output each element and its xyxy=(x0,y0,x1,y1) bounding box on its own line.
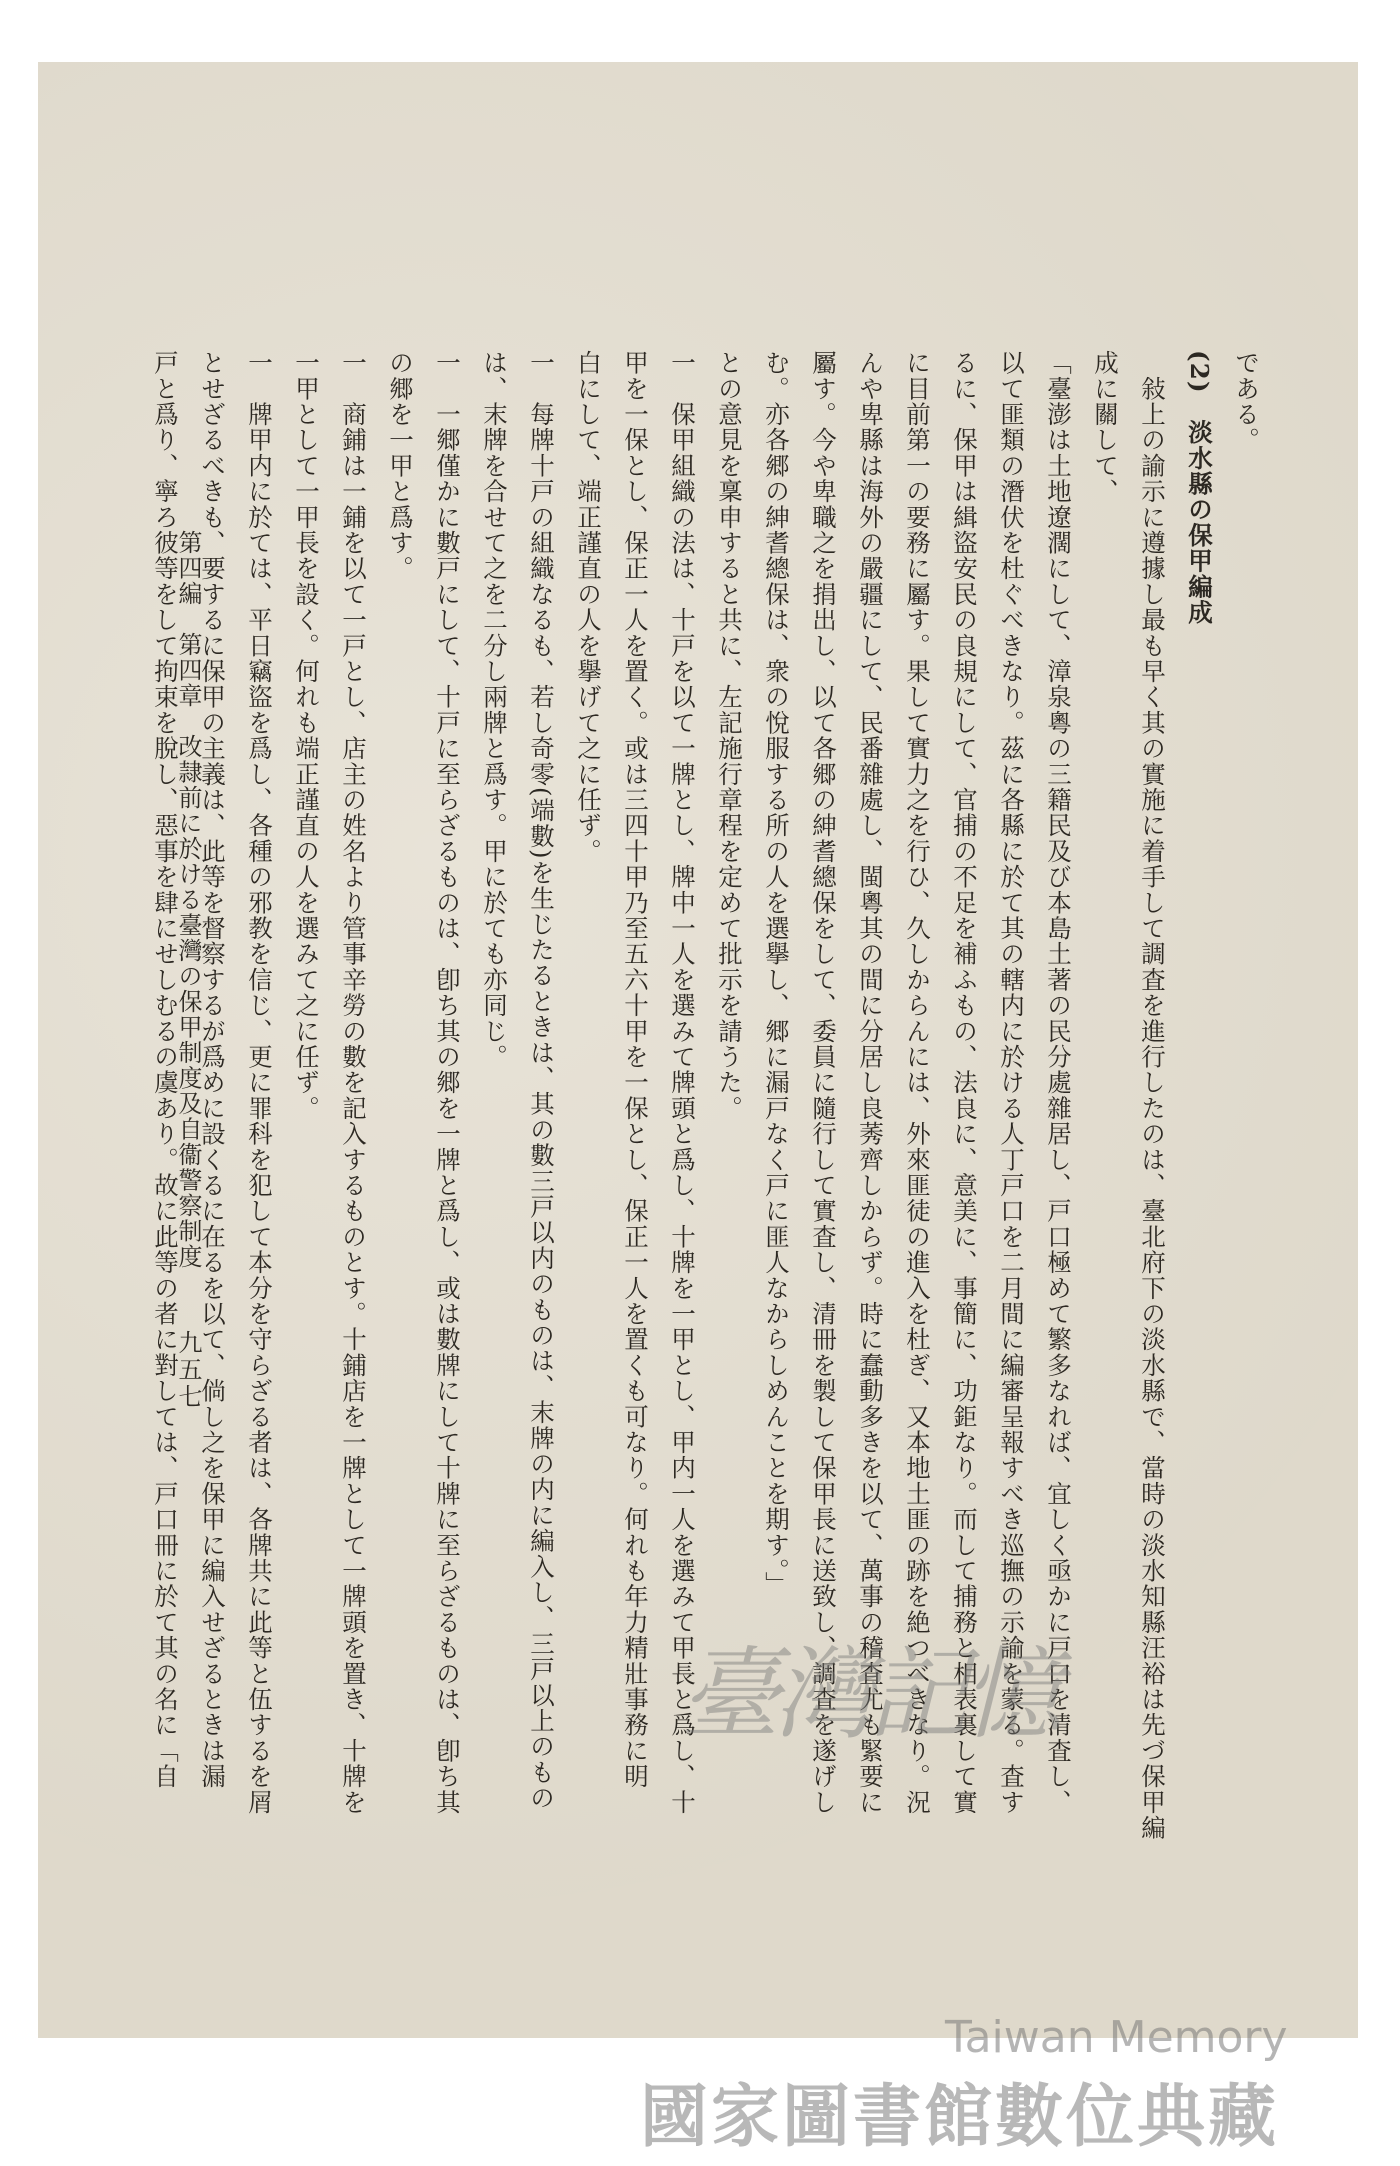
text-line: んや卑縣は海外の嚴疆にして、民番雜處し、閩粵其の間に分居し良莠齊しからず。時に蠢動多きを以て、萬事の稽査尤も緊要に xyxy=(856,350,885,1815)
text-line: 成に關して、 xyxy=(1091,350,1120,505)
text-line: 白にして、端正謹直の人を擧げて之に任ず。 xyxy=(574,350,603,864)
text-line: 一 每牌十戸の組織なるも、若し奇零(端數)を生じたるときは、其の數三戸以内のものは、末牌の内に編入し、三戸以上のもの xyxy=(527,350,556,1811)
page-number: 九五七 xyxy=(174,1330,202,1411)
watermark-english: Taiwan Memory xyxy=(945,2012,1288,2063)
text-line: 一 一郷僅かに數戸にして、十戸に至らざるものは、卽ち其の郷を一牌と爲し、或は數牌にして十牌に至らざるものは、卽ち其 xyxy=(433,350,462,1815)
text-line: 甲を一保とし、保正一人を置く。或は三四十甲乃至五六十甲を一保とし、保正一人を置くも可なり。何れも年力精壯事務に明 xyxy=(621,350,650,1790)
text-line: 戸と爲り、寧ろ彼等をして拘束を脫し、惡事を肆にせしむるの虞あり。故に此等の者に對しては、戸口冊に於て其の名に「自 xyxy=(151,350,180,1790)
text-line: む。亦各郷の紳耆總保は、衆の悅服する所の人を選擧し、郷に漏戸なく戸に匪人なからしめんことを期す。」 xyxy=(762,350,791,1598)
watermark-chinese: 國家圖書館數位典藏 xyxy=(640,2078,1280,2157)
text-line: 「臺澎は土地遼濶にして、漳泉粵の三籍民及び本島土著の民分處雜居し、戸口極めて繁多なれば、宜しく亟かに戸口を清査し、 xyxy=(1044,350,1073,1815)
text-line: 一 商鋪は一鋪を以て一戸とし、店主の姓名より管事辛勞の數を記入するものとす。十鋪店を一牌として一牌頭を置き、十牌を xyxy=(339,350,368,1815)
text-line: に目前第一の要務に屬す。果して實力之を行ひ、久しからんには、外來匪徒の進入を杜ぎ、又本地土匪の跡を絶つべきなり。況 xyxy=(903,350,932,1815)
text-line: 敍上の諭示に遵據し最も早く其の實施に着手して調査を進行したのは、臺北府下の淡水縣で、當時の淡水知縣汪裕は先づ保甲編 xyxy=(1138,350,1167,1841)
text-line: である。 xyxy=(1232,350,1261,453)
text-line: 以て匪類の潛伏を杜ぐべきなり。茲に各縣に於て其の轄内に於ける人丁戸口を二月間に編審呈報すべき巡撫の示諭を蒙る。査す xyxy=(997,350,1026,1815)
text-line: 一 保甲組織の法は、十戸を以て一牌とし、牌中一人を選みて牌頭と爲し、十牌を一甲とし、甲内一人を選みて甲長と爲し、十 xyxy=(668,350,697,1815)
text-line: とせざるべきも、要するに保甲の主義は、此等を督察するが爲めに設くるに在るを以て、倘し之を保甲に編入せざるときは漏 xyxy=(198,350,227,1790)
text-line: は、末牌を合せて之を二分し兩牌と爲す。甲に於ても亦同じ。 xyxy=(480,350,509,1070)
watermark-logo-text: 臺灣記憶 xyxy=(680,1636,1056,1753)
text-line: るに、保甲は緝盜安民の良規にして、官捕の不足を補ふもの、法良に、意美に、事簡に、功鉅なり。而して捕務と相表裏して實 xyxy=(950,350,979,1815)
text-line: の郷を一甲と爲す。 xyxy=(386,350,415,582)
text-line: 一 牌甲内に於ては、平日竊盜を爲し、各種の邪教を信じ、更に罪科を犯して本分を守らざる者は、各牌共に此等と伍するを屑 xyxy=(245,350,274,1815)
running-title: 第四編 第四章 改隷前に於ける臺灣の保甲制度及自衞警察制度 xyxy=(174,530,202,1270)
section-heading: (2) 淡水縣の保甲編成 xyxy=(1185,350,1214,626)
text-line: 屬す。今や卑職之を捐出し、以て各郷の紳耆總保をして、委員に隨行して實査し、清冊を製して保甲長に送致し、調査を遂げし xyxy=(809,350,838,1815)
text-line: 一甲として一甲長を設く。何れも端正謹直の人を選みて之に任ず。 xyxy=(292,350,321,1121)
text-line: との意見を稟申すると共に、左記施行章程を定めて批示を請うた。 xyxy=(715,350,744,1121)
